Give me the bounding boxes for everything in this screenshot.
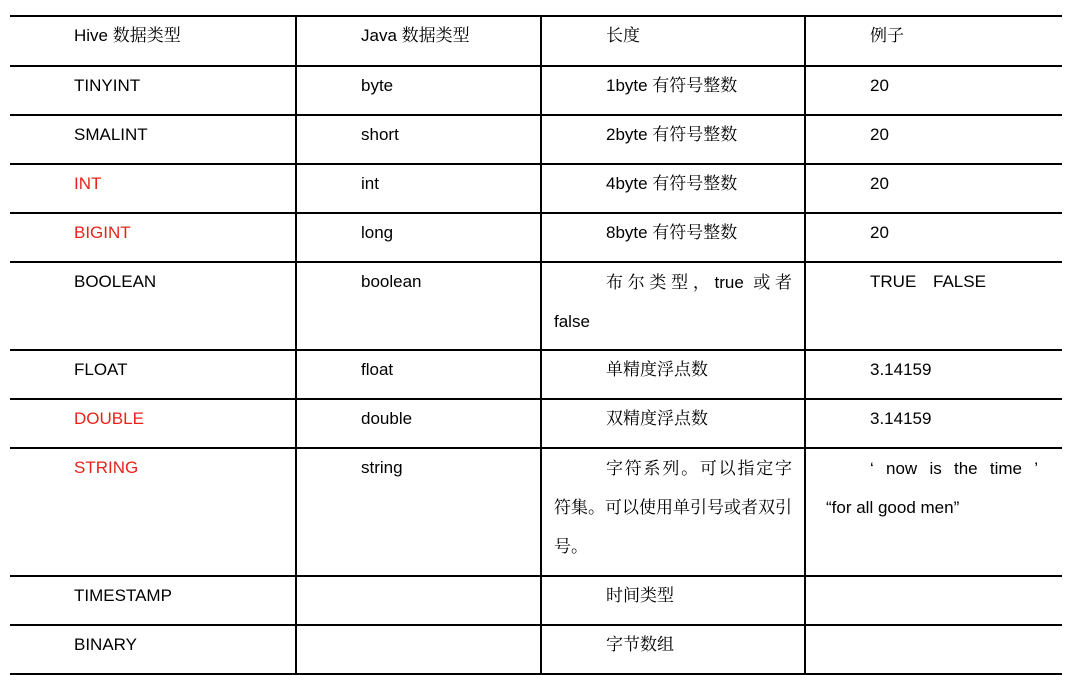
table-row — [10, 399, 1062, 448]
length-cell — [541, 576, 805, 625]
length-text: 时间类型 — [606, 586, 674, 605]
length-text: 字符系列。可以指定字符集。可以使用单引号或者双引号。 — [554, 459, 792, 556]
hive-type-cell-highlighted: BIGINT — [10, 213, 296, 262]
java-type-cell: boolean — [296, 262, 541, 350]
example-text: 3.14159 — [870, 409, 932, 428]
length-text: 8byte 有符号整数 — [606, 223, 738, 242]
table-row — [10, 213, 1062, 262]
java-type-cell: string — [296, 448, 541, 576]
header-example-text: 例子 — [870, 26, 904, 45]
example-line-1: ‘ now is the time ’ — [870, 459, 1038, 478]
length-cell — [541, 115, 805, 164]
length-cell — [541, 213, 805, 262]
length-text: 双精度浮点数 — [606, 409, 708, 428]
length-cell — [541, 399, 805, 448]
example-cell — [805, 399, 1062, 448]
java-type-cell: float — [296, 350, 541, 399]
length-cell — [541, 350, 805, 399]
table-row — [10, 164, 1062, 213]
example-cell — [805, 164, 1062, 213]
table-row — [10, 262, 1062, 350]
hive-type-cell: TIMESTAMP — [10, 576, 296, 625]
example-text: TRUE FALSE — [870, 272, 986, 291]
length-text: 布尔类型，true 或者 false — [554, 273, 792, 331]
table-row — [10, 66, 1062, 115]
java-type-cell: long — [296, 213, 541, 262]
length-cell — [541, 66, 805, 115]
example-cell — [805, 262, 1062, 350]
hive-type-cell-highlighted: DOUBLE — [10, 399, 296, 448]
example-text: 3.14159 — [870, 360, 932, 379]
example-text: 20 — [870, 125, 889, 144]
java-type-cell: byte — [296, 66, 541, 115]
table-header-row — [10, 16, 1062, 66]
length-text: 2byte 有符号整数 — [606, 125, 738, 144]
length-cell — [541, 262, 805, 350]
table-row — [10, 576, 1062, 625]
length-text: 单精度浮点数 — [606, 360, 708, 379]
hive-type-cell: BOOLEAN — [10, 262, 296, 350]
java-type-cell: double — [296, 399, 541, 448]
hive-type-cell: FLOAT — [10, 350, 296, 399]
example-text: 20 — [870, 223, 889, 242]
table-row — [10, 625, 1062, 674]
example-cell — [805, 66, 1062, 115]
example-cell — [805, 448, 1062, 576]
hive-type-cell: TINYINT — [10, 66, 296, 115]
length-cell — [541, 164, 805, 213]
java-type-cell: short — [296, 115, 541, 164]
example-cell — [805, 115, 1062, 164]
java-type-cell — [296, 625, 541, 674]
example-cell — [805, 213, 1062, 262]
header-java-type: Java 数据类型 — [296, 16, 541, 66]
data-types-table — [10, 15, 1062, 675]
java-type-cell — [296, 576, 541, 625]
length-cell — [541, 625, 805, 674]
java-type-cell: int — [296, 164, 541, 213]
length-text: 1byte 有符号整数 — [606, 76, 738, 95]
length-cell — [541, 448, 805, 576]
table-row — [10, 115, 1062, 164]
header-length-text: 长度 — [606, 26, 640, 45]
example-line-2: “for all good men” — [826, 498, 960, 517]
table-row — [10, 350, 1062, 399]
length-text: 4byte 有符号整数 — [606, 174, 738, 193]
header-hive-type: Hive 数据类型 — [10, 16, 296, 66]
example-text: 20 — [870, 174, 889, 193]
example-text: 20 — [870, 76, 889, 95]
hive-type-cell: BINARY — [10, 625, 296, 674]
table-row — [10, 448, 1062, 576]
example-cell — [805, 625, 1062, 674]
example-cell — [805, 350, 1062, 399]
example-text-block — [822, 449, 1046, 527]
hive-type-cell-highlighted: STRING — [10, 448, 296, 576]
length-text: 字节数组 — [606, 635, 674, 654]
header-example — [805, 16, 1062, 66]
hive-type-cell-highlighted: INT — [10, 164, 296, 213]
example-cell — [805, 576, 1062, 625]
hive-type-cell: SMALINT — [10, 115, 296, 164]
header-length — [541, 16, 805, 66]
